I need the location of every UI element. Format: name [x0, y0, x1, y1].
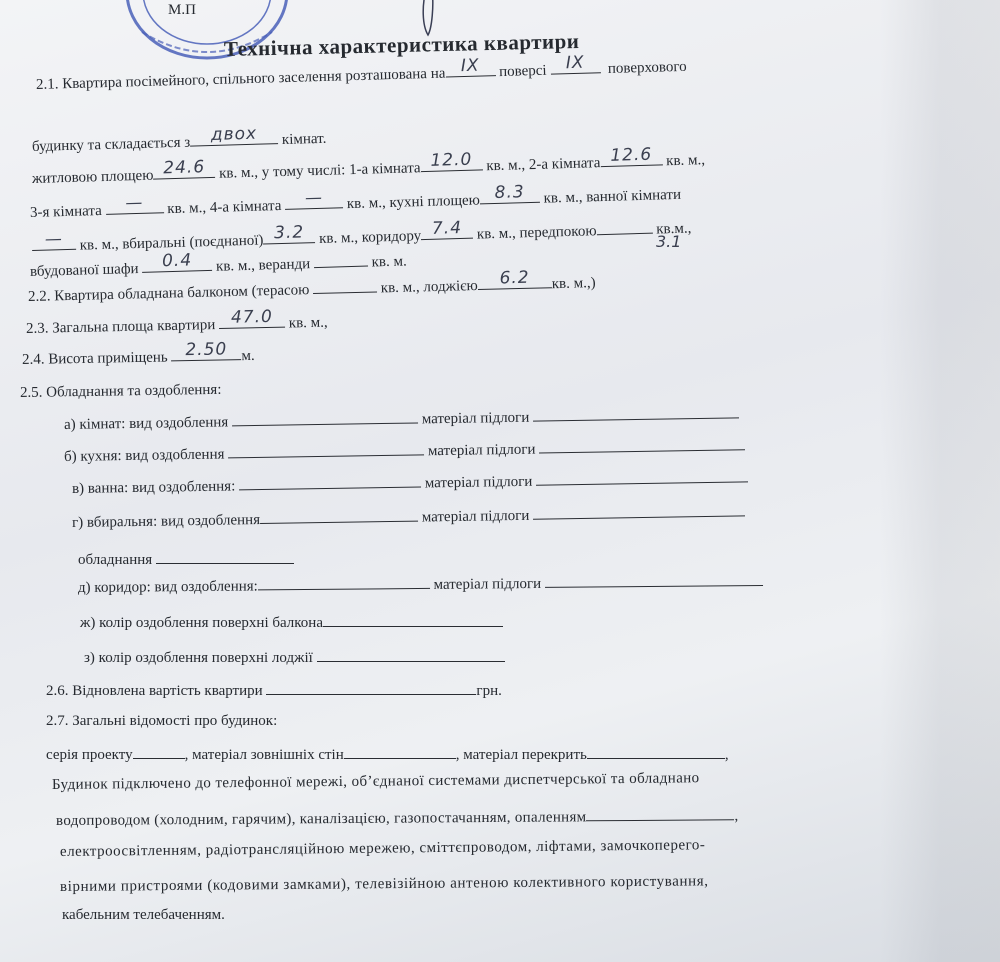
s2-2-label: 2.2. Квартира обладнана балконом (терасою: [27, 282, 310, 305]
paragraph-line-3: електроосвітленням, радіотрансляційною мережею, сміттєпроводом, ліфтами, замочкоперего-: [59, 837, 706, 860]
total-area-field[interactable]: [219, 306, 285, 329]
building-label: будинку та складається з: [31, 134, 191, 155]
room2-value: 12.6: [610, 144, 653, 166]
corridor-field[interactable]: [421, 217, 473, 240]
floor-value: IX: [460, 55, 480, 77]
room1-value: 12.0: [430, 149, 473, 171]
kitchen-floor-field[interactable]: [539, 433, 745, 453]
room4-label: кв. м., 4-а кімната: [167, 197, 282, 218]
equipment-field[interactable]: [156, 547, 294, 564]
margin-note: 3.1: [656, 232, 682, 251]
room4-field[interactable]: [285, 187, 343, 210]
section-2-7-line-1: [46, 742, 729, 764]
total-area-value: 47.0: [230, 306, 274, 328]
ceilings-field[interactable]: [587, 742, 725, 759]
s2-5-g-label: г) вбиральня: вид оздоблення: [71, 512, 261, 531]
section-2-5-v: [72, 465, 748, 498]
veranda-field[interactable]: [314, 250, 368, 269]
incl-label: кв. м., у тому числі: 1-а кімната: [218, 160, 421, 182]
wardrobe-field[interactable]: [142, 250, 212, 273]
s2-5-z-label: з) колір оздоблення поверхні лоджії: [84, 650, 313, 666]
section-2-1-line-4: [30, 182, 682, 222]
room2-field[interactable]: [600, 144, 662, 167]
paragraph-line-2-text: водопроводом (холодним, гарячим), каналізацією, газопостачанням, опаленням: [55, 809, 587, 829]
toilet-finish-field[interactable]: [260, 505, 418, 524]
floor-material-label: матеріал підлоги: [421, 409, 530, 428]
s2-6-label: 2.6. Відновлена вартість квартири: [46, 683, 263, 699]
bath-finish-field[interactable]: [239, 471, 421, 491]
section-2-7: 2.7. Загальні відомості про будинок:: [46, 713, 278, 729]
toilet-label: кв. м., вбиральні (поєднаної): [79, 232, 264, 254]
section-2-5-a: [64, 401, 739, 434]
rooms-field[interactable]: [190, 123, 278, 146]
rooms-finish-field[interactable]: [232, 406, 418, 426]
loggia-label: кв. м., лоджією: [380, 278, 478, 297]
section-2-5-zh: [80, 610, 503, 632]
s2-1-intro: 2.1. Квартира посімейного, спільного заселення розташована на: [35, 65, 446, 93]
floor-label: поверсі: [498, 62, 547, 81]
s2-5-b-label: б) кухня: вид оздоблення: [63, 446, 225, 465]
s2-5-v-label: в) ванна: вид оздоблення:: [71, 478, 236, 497]
heating-field[interactable]: [586, 803, 734, 821]
rooms-label: кімнат.: [281, 130, 327, 149]
wardrobe-label: вбудованої шафи: [29, 260, 139, 280]
section-2-6: [46, 678, 502, 700]
loggia-field[interactable]: [477, 267, 551, 290]
paper-fold-shadow: [880, 0, 1000, 962]
rooms-floor-field[interactable]: [533, 401, 739, 421]
bath-label: кв. м., ванної кімнати: [543, 186, 682, 207]
section-2-5: 2.5. Обладнання та оздоблення:: [19, 381, 222, 401]
s2-5-zh-label: ж) колір оздоблення поверхні балкона: [80, 615, 323, 631]
loggia-color-field[interactable]: [317, 645, 505, 662]
balcony-color-field[interactable]: [323, 610, 503, 627]
section-2-5-g: [72, 499, 745, 532]
wardrobe-value: 0.4: [161, 250, 193, 272]
floor-material-label: матеріал підлоги: [427, 441, 536, 460]
paragraph-line-2: [56, 803, 739, 830]
section-2-3: [25, 306, 328, 338]
balcony-field[interactable]: [313, 275, 377, 294]
cost-field[interactable]: [266, 678, 476, 695]
hall-sqm: кв.м.,: [656, 220, 692, 238]
page-title: Технічна характеристика квартири: [223, 28, 580, 61]
height-field[interactable]: [171, 339, 241, 361]
s2-3-label: 2.3. Загальна площа квартири: [25, 317, 216, 337]
bath-floor-field[interactable]: [536, 465, 748, 485]
total-floors-field[interactable]: [550, 52, 600, 74]
sqm-label: кв. м.,: [665, 152, 706, 170]
kitchen-field[interactable]: [480, 182, 540, 205]
s2-6-unit: грн.: [476, 683, 502, 699]
veranda-label: кв. м., веранди: [215, 256, 311, 275]
floor-material-label: матеріал підлоги: [433, 575, 542, 593]
room4-value: —: [304, 187, 324, 209]
living-area-label: житловою площею: [31, 167, 154, 187]
hall-label: кв. м., передпокою: [476, 223, 597, 243]
kitchen-finish-field[interactable]: [228, 438, 424, 458]
corridor-floor-field[interactable]: [545, 569, 763, 588]
kitchen-value: 8.3: [494, 182, 525, 204]
floor-material-label: матеріал підлоги: [424, 473, 533, 492]
section-2-1-line-2: [31, 123, 327, 156]
living-area-value: 24.6: [163, 157, 206, 179]
storey-label: поверхового: [607, 58, 687, 78]
s2-2-end: кв. м.,): [551, 275, 596, 293]
room3-label: 3-я кімната: [29, 202, 103, 221]
rooms-value: двох: [210, 123, 258, 145]
corridor-value: 7.4: [431, 217, 463, 239]
comma: ,: [724, 747, 729, 763]
toilet-field[interactable]: [263, 222, 315, 244]
bath-value: —: [44, 229, 64, 250]
walls-field[interactable]: [344, 742, 456, 759]
floor-field[interactable]: [445, 55, 495, 77]
equipment-label: обладнання: [78, 552, 153, 568]
paragraph-line-1: Будинок підключено до телефонної мережі, об’єднаної системами диспетчерської та обладнано: [51, 770, 700, 793]
comma: ,: [734, 808, 739, 825]
series-label: серія проекту: [46, 747, 133, 763]
section-2-5-b: [64, 433, 746, 466]
room3-value: —: [125, 192, 144, 214]
paragraph-line-4: вірними пристроями (кодовими замками), телевізійною антеною колективного користування,: [59, 873, 709, 895]
kitchen-label: кв. м., кухні площею: [346, 192, 481, 213]
living-area-field[interactable]: [153, 157, 215, 180]
total-floors-value: IX: [565, 52, 585, 74]
s2-4-label: 2.4. Висота приміщень: [21, 349, 168, 368]
bath-field[interactable]: [32, 229, 76, 251]
height-value: 2.50: [185, 339, 228, 361]
walls-label: , матеріал зовнішніх стін: [184, 747, 344, 763]
series-field[interactable]: [133, 742, 185, 759]
floor-material-label: матеріал підлоги: [421, 507, 530, 526]
toilet-floor-field[interactable]: [533, 499, 745, 519]
section-2-5-d: [78, 569, 763, 597]
veranda-sqm: кв. м.: [371, 253, 407, 271]
section-2-5-equipment: [78, 547, 294, 569]
toilet-value: 3.2: [273, 222, 305, 244]
room1-field[interactable]: [420, 149, 482, 172]
s2-3-unit: кв. м.,: [288, 314, 328, 332]
s2-5-a-label: а) кімнат: вид оздоблення: [63, 414, 229, 433]
room3-field[interactable]: [105, 192, 163, 215]
paragraph-line-5: кабельним телебаченням.: [62, 907, 225, 923]
hall-field[interactable]: [596, 217, 652, 236]
section-2-5-z: [84, 645, 505, 667]
corridor-finish-field[interactable]: [258, 572, 430, 591]
room2-label: кв. м., 2-а кімната: [486, 155, 601, 175]
stamp-mp-label: М.П: [168, 2, 196, 18]
section-2-4: [21, 339, 255, 369]
corridor-label: кв. м., коридору: [318, 228, 422, 247]
s2-5-d-label: д) коридор: вид оздоблення:: [77, 578, 258, 596]
loggia-value: 6.2: [499, 267, 530, 289]
ceilings-label: , матеріал перекрить: [455, 747, 587, 763]
s2-4-unit: м.: [241, 347, 255, 365]
